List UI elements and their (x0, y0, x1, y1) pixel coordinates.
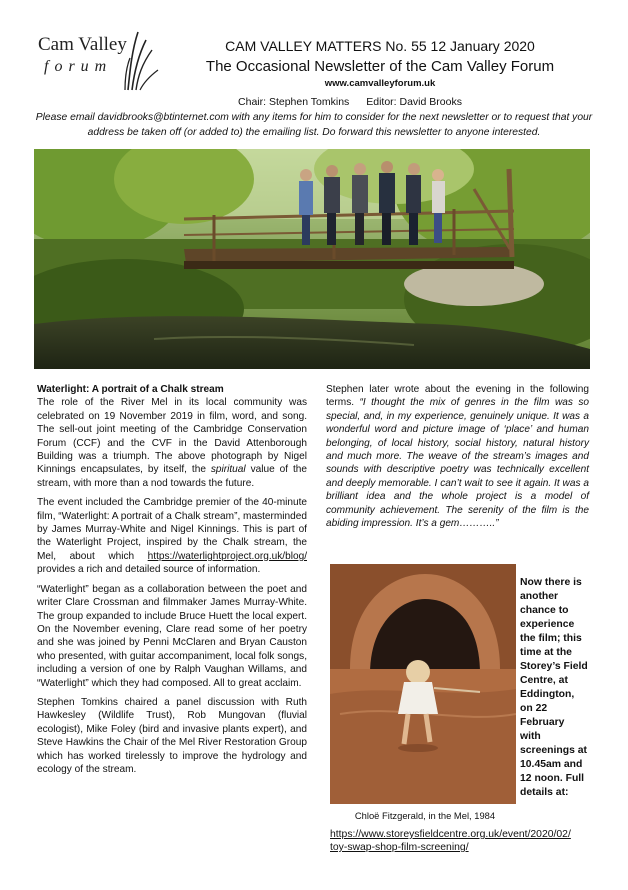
logo-line1: Cam Valley (38, 34, 127, 55)
article-paragraph-4: Stephen Tomkins chaired a panel discussion with Ruth Hawkesley (Wildlife Trust), Rob Mungovan (fluvial ecologist), Mike Foley (bird and invasive plants expert), and Steve Hawkins the Chair of the Mel River Restoration Group which has worked tirelessly to improve the hydrology and ecology of the stream. (37, 696, 307, 775)
promo-line: with (520, 731, 541, 742)
side-photo-chloe (330, 564, 516, 804)
article-right-column (326, 383, 589, 536)
article-title: Waterlight: A portrait of a Chalk stream (37, 384, 224, 395)
promo-line: February (520, 717, 565, 728)
storey-link-line-2[interactable]: toy-swap-shop-film-screening/ (330, 842, 469, 853)
newsletter-issue-line: CAM VALLEY MATTERS No. 55 12 January 2020 (225, 38, 535, 54)
promo-line: another (520, 591, 559, 602)
newsletter-subtitle: The Occasional Newsletter of the Cam Valley Forum (205, 58, 555, 75)
reeds-icon (122, 30, 162, 92)
email-note: Please email davidbrooks@btinternet.com with any items for him to consider for the next newsletter or to request that your address be taken off (or added to) the emailing list. Do forward this newsletter to anyone interested. (35, 112, 593, 138)
child-in-stream-image (330, 564, 516, 804)
quote-intro: Stephen later wrote about the evening in the following terms. (326, 384, 589, 409)
main-photo-footbridge (34, 149, 590, 369)
storey-link-line-1[interactable]: https://www.storeysfieldcentre.org.uk/event/2020/02/ (330, 829, 571, 840)
article-paragraph-1 (37, 396, 307, 490)
promo-line: 12 noon. Full (520, 773, 585, 784)
logo-line2: forum (44, 58, 113, 75)
promo-line: details at: (520, 787, 569, 798)
p1-text-a: The role of the River Mel in its local community was celebrated on 19 November 2019 in film, word, and song. The sell-out joint meeting of the Cambridge Conservation Forum (CCF) and the CVF in the David Attenborough Building was a triumph. The above photograph by Nigel Kinnings encapsulates, by itself, the (37, 397, 307, 476)
bridge-scene-image (34, 149, 590, 369)
promo-line: chance to (520, 605, 569, 616)
promo-line: 10.45am and (520, 759, 583, 770)
p2-text-b: provides a rich and detailed source of information. (37, 564, 261, 576)
promo-line: Storey’s Field (520, 661, 588, 672)
screening-promo (520, 576, 598, 800)
promo-line: time at the (520, 647, 572, 658)
cam-valley-forum-logo (38, 30, 148, 92)
promo-line: Eddington, (520, 689, 575, 700)
promo-line: Now there is (520, 577, 582, 588)
article-left-column (37, 383, 307, 782)
storeys-field-event-link[interactable] (330, 828, 600, 854)
website-link[interactable]: www.camvalleyforum.uk (324, 78, 436, 89)
promo-line: Centre, at (520, 675, 568, 686)
credits-line (200, 96, 500, 108)
article-paragraph-2 (37, 496, 307, 576)
promo-line: screenings at (520, 745, 587, 756)
promo-line: on 22 (520, 703, 548, 714)
promo-line: experience (520, 619, 575, 630)
editor-credit: Editor: David Brooks (366, 96, 462, 108)
p1-text-b: value of the stream, with more than a nod towards the future. (37, 464, 308, 489)
waterlight-blog-link[interactable]: https://waterlightproject.org.uk/blog/ (147, 550, 307, 562)
side-photo-caption: Chloë Fitzgerald, in the Mel, 1984 (354, 810, 496, 821)
p2-text-a: The event included the Cambridge premier of the 40-minute film, “Waterlight: A portrait of a Chalk stream”, masterminded by James Murray-White and Nigel Kinnings. This is part of the Waterlight Project, inspired by the Chalk stream, the Mel, about which (37, 497, 308, 562)
article-quote-paragraph (326, 383, 589, 530)
chair-credit: Chair: Stephen Tomkins (238, 96, 350, 108)
promo-line: the film; this (520, 633, 582, 644)
stephen-quote: “I thought the mix of genres in the film was so special, and, in my experience, genuinely unique. It was a wonderful word and picture image of ‘place’ and human belonging, of local history, social history, natural history and much more. The weave of the stream’s images and sounds with descriptive poetry was technically excellent and deeply memorable. I can’t wait to see it again. It was a brilliant idea and the whole project is a model of community achievement. The serenity of the film is the abiding impression. It’s a gem………..” (326, 397, 590, 530)
p1-emphasis: spiritual (210, 464, 246, 476)
article-paragraph-3: “Waterlight” began as a collaboration between the poet and writer Clare Crossman and filmmaker James Murray-White. The group expanded to include Bruce Huett the local expert. On the November evening, Clare read some of her poetry and she was joined by Penni McClaren and Bryan Causton who presented, with guitar accompaniment, local folk songs, including a version of one by Ralph Vaughan Willams, and “Waterlight” which they had composed. All to great acclaim. (37, 583, 307, 689)
